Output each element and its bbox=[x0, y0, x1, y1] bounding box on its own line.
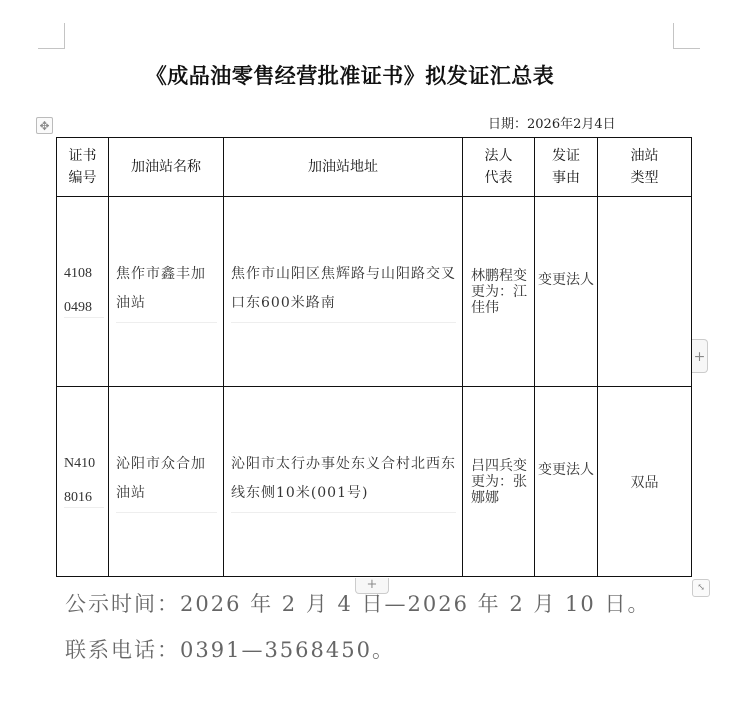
page-corner-mark-top-right bbox=[673, 23, 700, 49]
cert-number-cell[interactable]: N410 8016 bbox=[57, 387, 109, 577]
table-move-handle-icon[interactable]: ✥ bbox=[36, 117, 53, 134]
station-name-cell[interactable]: 焦作市鑫丰加油站 bbox=[109, 197, 224, 387]
document-title: 《成品油零售经营批准证书》拟发证汇总表 bbox=[145, 64, 555, 88]
station-type-cell[interactable]: 双品 bbox=[598, 387, 692, 577]
header-station-address: 加油站地址 bbox=[224, 138, 463, 197]
header-cert-number: 证书 编号 bbox=[57, 138, 109, 197]
station-address-cell[interactable]: 沁阳市太行办事处东义合村北西东线东侧10米(001号) bbox=[224, 387, 463, 577]
table-resize-icon[interactable]: ⤡ bbox=[692, 579, 710, 597]
notice-period-text: 公示时间：2026 年 2 月 4 日—2026 年 2 月 10 日。 bbox=[65, 592, 651, 616]
issue-reason-cell[interactable]: 变更法人 bbox=[535, 387, 598, 577]
station-name-cell[interactable]: 沁阳市众合加油站 bbox=[109, 387, 224, 577]
add-row-plus-icon[interactable]: + bbox=[355, 578, 389, 594]
certificate-summary-table bbox=[56, 137, 692, 577]
header-legal-rep: 法人 代表 bbox=[463, 138, 535, 197]
station-type-cell[interactable] bbox=[598, 197, 692, 387]
page-corner-mark-top-left bbox=[38, 23, 65, 49]
contact-phone-text: 联系电话：0391—3568450。 bbox=[65, 638, 395, 662]
table-header-row bbox=[57, 138, 692, 197]
header-issue-reason: 发证 事由 bbox=[535, 138, 598, 197]
document-date: 日期：2026年2月4日 bbox=[488, 117, 616, 132]
station-address-cell[interactable]: 焦作市山阳区焦辉路与山阳路交叉口东600米路南 bbox=[224, 197, 463, 387]
legal-rep-cell[interactable]: 林鹏程变更为：江佳伟 bbox=[463, 197, 535, 387]
cert-number-cell[interactable]: 4108 0498 bbox=[57, 197, 109, 387]
issue-reason-cell[interactable]: 变更法人 bbox=[535, 197, 598, 387]
table-row bbox=[57, 197, 692, 387]
table-row bbox=[57, 387, 692, 577]
legal-rep-cell[interactable]: 吕四兵变更为：张娜娜 bbox=[463, 387, 535, 577]
add-column-plus-icon[interactable]: + bbox=[692, 339, 708, 373]
header-station-name: 加油站名称 bbox=[109, 138, 224, 197]
header-station-type: 油站 类型 bbox=[598, 138, 692, 197]
